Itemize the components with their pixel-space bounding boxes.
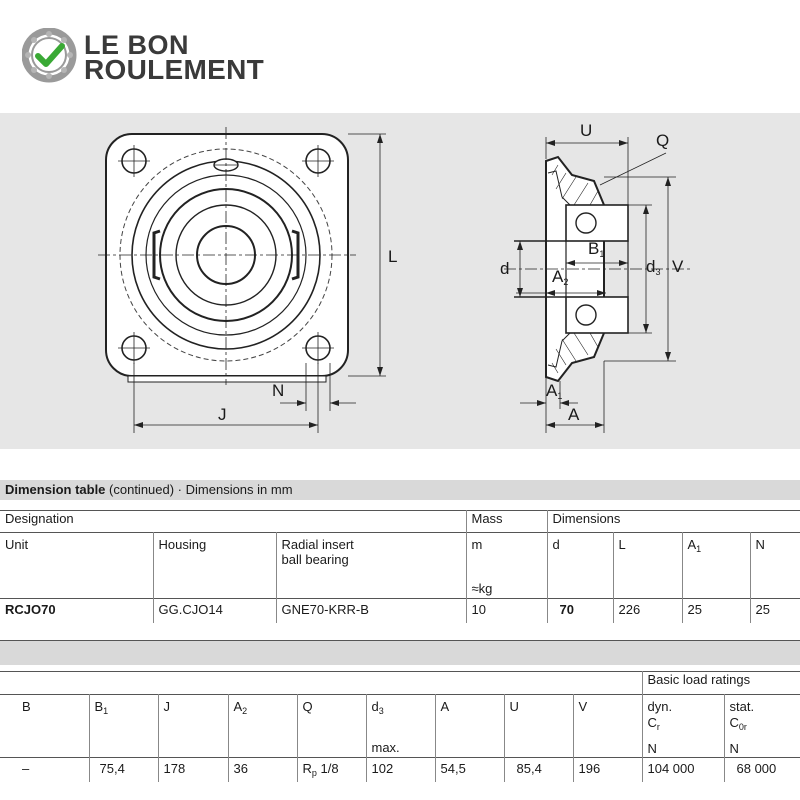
- label-B1: $B_1$: [588, 239, 605, 259]
- header-designation: Designation: [5, 511, 74, 526]
- logo-line1: LE BON: [84, 30, 190, 60]
- header-A2: $A_2$: [228, 695, 297, 758]
- header-N: N: [750, 533, 800, 599]
- cell-d3: 102: [366, 758, 435, 782]
- header-J: J: [158, 695, 228, 758]
- flange-bearing-drawing: [0, 113, 800, 449]
- cell-unit: RCJO70: [5, 602, 56, 617]
- header-A1: $A_1$: [682, 533, 750, 599]
- header-A: A: [435, 695, 504, 758]
- technical-drawing: [0, 113, 800, 449]
- label-J: J: [218, 405, 227, 424]
- label-Q: Q: [656, 131, 670, 150]
- cell-L: 226: [613, 599, 682, 623]
- label-d3: $d_3$: [646, 257, 661, 277]
- label-N: N: [272, 381, 285, 400]
- cell-A1: 25: [682, 599, 750, 623]
- header-B1: $B_1$: [89, 695, 158, 758]
- title-rest: (continued) · Dimensions in mm: [105, 482, 293, 497]
- dimension-table-1: [0, 510, 800, 623]
- cell-d: 70: [547, 599, 613, 623]
- label-A1: $A_1$: [546, 381, 563, 401]
- header-mass: Mass: [466, 511, 547, 533]
- cell-Q: $R_p$ 1/8: [297, 758, 366, 782]
- header-basic-load: Basic load ratings: [642, 672, 800, 695]
- header-L: L: [613, 533, 682, 599]
- dimension-table-2: [0, 671, 800, 782]
- bearing-check-icon: [22, 28, 78, 84]
- header-d: d: [547, 533, 613, 599]
- header-housing: Housing: [153, 533, 276, 599]
- cell-A2: 36: [228, 758, 297, 782]
- header-B: B: [22, 699, 31, 714]
- cell-A: 54,5: [435, 758, 504, 782]
- label-L: L: [388, 247, 398, 266]
- cell-B: –: [22, 761, 30, 776]
- header-unit: Unit: [5, 537, 29, 552]
- cell-Cr: 104 000: [642, 758, 724, 782]
- cell-U: 85,4: [504, 758, 573, 782]
- cell-N: 25: [750, 599, 800, 623]
- cell-C0r: 68 000: [724, 758, 800, 782]
- label-U: U: [580, 121, 593, 140]
- title-bold: Dimension table: [5, 482, 106, 497]
- logo-line2: ROULEMENT: [84, 54, 265, 85]
- cell-mass: 10: [466, 599, 547, 623]
- table-row: [0, 599, 800, 623]
- header-dyn: dyn. $C_r$ N: [642, 695, 724, 758]
- header-dimensions: Dimensions: [547, 511, 800, 533]
- header-insert: Radial insert ball bearing: [276, 533, 466, 599]
- header-d3: $d_3$ max.: [366, 695, 435, 758]
- header-V: V: [573, 695, 642, 758]
- label-A: A: [568, 405, 580, 424]
- cell-J: 178: [158, 758, 228, 782]
- header-m: m ≈kg: [466, 533, 547, 599]
- cell-V: 196: [573, 758, 642, 782]
- label-A2: $A_2$: [552, 267, 569, 287]
- table-row: [0, 758, 800, 782]
- cell-B1: 75,4: [89, 758, 158, 782]
- label-V: V: [672, 257, 684, 276]
- cell-housing: GG.CJO14: [153, 599, 276, 623]
- section-divider: [0, 640, 800, 665]
- cell-insert: GNE70-KRR-B: [276, 599, 466, 623]
- header-Q: Q: [297, 695, 366, 758]
- header-U: U: [504, 695, 573, 758]
- brand-logo: [22, 26, 302, 86]
- header-stat: stat. $C_{0r}$ N: [724, 695, 800, 758]
- label-d: d: [500, 259, 510, 278]
- table-title: [0, 480, 800, 500]
